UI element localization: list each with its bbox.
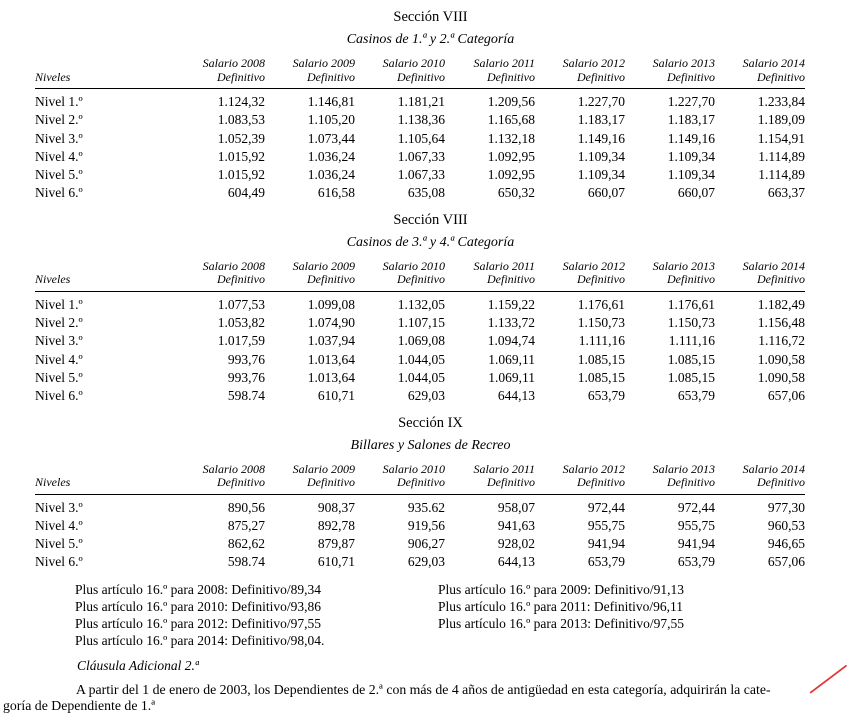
column-header-line1: Salario 2013 bbox=[652, 461, 715, 476]
column-header-line2: Definitivo bbox=[307, 272, 355, 287]
salary-cell: 941,63 bbox=[497, 517, 535, 533]
salary-table bbox=[35, 57, 805, 203]
salary-cell: 946,65 bbox=[767, 536, 805, 552]
salary-cell: 941,94 bbox=[587, 536, 625, 552]
salary-cell: 1.133,72 bbox=[487, 315, 535, 331]
salary-cell: 908,37 bbox=[317, 499, 355, 515]
salary-cell: 1.017,59 bbox=[217, 333, 265, 349]
column-header bbox=[355, 57, 445, 89]
column-header-line2: Definitivo bbox=[307, 69, 355, 84]
column-header-line1: Salario 2009 bbox=[292, 258, 355, 273]
salary-cell: 1.159,22 bbox=[487, 296, 535, 312]
salary-cell: 1.183,17 bbox=[577, 112, 625, 128]
row-label: Nivel 4.º bbox=[35, 517, 83, 533]
row-label: Nivel 4.º bbox=[35, 351, 83, 367]
salary-cell: 1.090,58 bbox=[757, 351, 805, 367]
column-header-line2: Definitivo bbox=[487, 69, 535, 84]
salary-cell: 1.037,94 bbox=[307, 333, 355, 349]
salary-section bbox=[0, 9, 861, 203]
salary-cell: 1.069,11 bbox=[488, 351, 535, 367]
column-header bbox=[265, 463, 355, 495]
plus-articulo-right-column bbox=[438, 581, 684, 650]
column-header bbox=[445, 260, 535, 292]
table-row bbox=[35, 184, 805, 202]
column-header-line1: Salario 2012 bbox=[562, 461, 625, 476]
salary-cell: 1.227,70 bbox=[667, 94, 715, 109]
header-row bbox=[35, 463, 805, 495]
column-header-line2: Definitivo bbox=[217, 272, 265, 287]
column-header-line2: Definitivo bbox=[757, 272, 805, 287]
salary-cell: 1.156,48 bbox=[757, 315, 805, 331]
salary-cell: 650,32 bbox=[497, 185, 535, 201]
column-header-line2: Definitivo bbox=[577, 272, 625, 287]
salary-cell: 644,13 bbox=[497, 388, 535, 404]
column-header-line1: Salario 2013 bbox=[652, 258, 715, 273]
column-header bbox=[355, 463, 445, 495]
salary-cell: 1.053,82 bbox=[217, 315, 265, 331]
salary-cell: 610,71 bbox=[317, 554, 355, 570]
clausula-paragraph bbox=[0, 682, 861, 715]
plus-articulo-line: Plus artículo 16.º para 2014: Definitivo/98,04. bbox=[75, 633, 325, 649]
salary-cell: 1.074,90 bbox=[307, 315, 355, 331]
column-header bbox=[175, 260, 265, 292]
column-header bbox=[535, 260, 625, 292]
column-header-line2: Definitivo bbox=[667, 69, 715, 84]
column-header-line2: Definitivo bbox=[667, 272, 715, 287]
salary-cell: 1.107,15 bbox=[397, 315, 445, 331]
column-header-line1: Salario 2009 bbox=[292, 461, 355, 476]
salary-cell: 1.165,68 bbox=[487, 112, 535, 128]
salary-cell: 1.149,16 bbox=[667, 130, 715, 146]
salary-cell: 1.013,64 bbox=[307, 369, 355, 385]
table-row bbox=[35, 291, 805, 314]
salary-cell: 1.176,61 bbox=[667, 296, 715, 312]
column-header-line1: Salario 2010 bbox=[382, 258, 445, 273]
salary-cell: 1.077,53 bbox=[217, 296, 265, 312]
column-header-line1: Salario 2011 bbox=[473, 56, 535, 70]
column-header-line1: Salario 2013 bbox=[652, 56, 715, 70]
salary-cell: 1.146,81 bbox=[307, 94, 355, 109]
column-header-line2: Definitivo bbox=[577, 69, 625, 84]
salary-cell: 1.109,34 bbox=[667, 167, 715, 183]
salary-cell: 660,07 bbox=[587, 185, 625, 201]
salary-cell: 610,71 bbox=[317, 388, 355, 404]
salary-cell: 1.044,05 bbox=[397, 351, 445, 367]
section-title: Sección IX bbox=[398, 414, 463, 431]
salary-cell: 890,56 bbox=[227, 499, 265, 515]
plus-articulo-block bbox=[75, 581, 861, 650]
row-label: Nivel 5.º bbox=[35, 536, 83, 552]
salary-cell: 1.085,15 bbox=[667, 369, 715, 385]
row-label: Nivel 1.º bbox=[35, 94, 83, 109]
plus-articulo-line: Plus artículo 16.º para 2008: Definitivo/89,34 bbox=[75, 581, 322, 597]
salary-cell: 1.109,34 bbox=[577, 148, 625, 164]
column-header-line2: Definitivo bbox=[397, 475, 445, 490]
plus-articulo-line: Plus artículo 16.º para 2012: Definitivo/97,55 bbox=[75, 616, 322, 632]
row-label: Nivel 2.º bbox=[35, 315, 83, 331]
salary-cell: 1.116,72 bbox=[758, 333, 805, 349]
salary-cell: 653,79 bbox=[587, 554, 625, 570]
table-row bbox=[35, 494, 805, 517]
salary-cell: 1.092,95 bbox=[487, 167, 535, 183]
row-label: Nivel 3.º bbox=[35, 499, 83, 515]
table-row bbox=[35, 130, 805, 148]
column-header-line2: Definitivo bbox=[217, 475, 265, 490]
salary-cell: 1.154,91 bbox=[757, 130, 805, 146]
column-header-line2: Definitivo bbox=[487, 272, 535, 287]
salary-cell: 862,62 bbox=[227, 536, 265, 552]
clausula-adicional-title: Cláusula Adicional 2.ª bbox=[77, 657, 199, 673]
column-header bbox=[715, 260, 805, 292]
salary-cell: 657,06 bbox=[767, 388, 805, 404]
column-header-line2: Definitivo bbox=[667, 475, 715, 490]
column-header bbox=[445, 463, 535, 495]
salary-cell: 1.132,05 bbox=[397, 296, 445, 312]
salary-cell: 972,44 bbox=[587, 499, 625, 515]
salary-cell: 663,37 bbox=[767, 185, 805, 201]
salary-cell: 1.233,84 bbox=[757, 94, 805, 109]
column-header bbox=[355, 260, 445, 292]
salary-sections bbox=[0, 9, 861, 572]
table-row bbox=[35, 89, 805, 112]
table-row bbox=[35, 332, 805, 350]
column-header-line2: Definitivo bbox=[217, 69, 265, 84]
row-label: Nivel 6.º bbox=[35, 554, 83, 570]
column-header-line1: Salario 2012 bbox=[562, 258, 625, 273]
column-header bbox=[445, 57, 535, 89]
row-label: Nivel 4.º bbox=[35, 148, 83, 164]
column-header-line1: Salario 2012 bbox=[562, 56, 625, 70]
row-label: Nivel 3.º bbox=[35, 130, 83, 146]
salary-cell: 875,27 bbox=[227, 517, 265, 533]
column-header-line1: Salario 2011 bbox=[473, 258, 535, 273]
salary-cell: 879,87 bbox=[317, 536, 355, 552]
column-header bbox=[265, 260, 355, 292]
salary-section bbox=[0, 212, 861, 406]
section-subtitle: Casinos de 1.ª y 2.ª Categoría bbox=[346, 32, 515, 47]
salary-cell: 1.099,08 bbox=[307, 296, 355, 312]
salary-cell: 1.036,24 bbox=[307, 167, 355, 183]
salary-cell: 644,13 bbox=[497, 554, 535, 570]
column-header-line1: Salario 2014 bbox=[742, 258, 805, 273]
header-row bbox=[35, 57, 805, 89]
salary-cell: 935.62 bbox=[407, 499, 445, 515]
salary-cell: 1.105,64 bbox=[397, 130, 445, 146]
section-subtitle: Casinos de 3.ª y 4.ª Categoría bbox=[346, 234, 515, 250]
column-header bbox=[175, 57, 265, 89]
salary-cell: 1.138,36 bbox=[397, 112, 445, 128]
column-header-line2: Definitivo bbox=[757, 69, 805, 84]
salary-cell: 1.181,21 bbox=[397, 94, 445, 109]
table-row bbox=[35, 314, 805, 332]
salary-cell: 1.209,56 bbox=[487, 94, 535, 109]
document-page bbox=[0, 9, 861, 714]
column-header-line1: Salario 2010 bbox=[382, 56, 445, 70]
column-header bbox=[535, 463, 625, 495]
salary-cell: 1.069,11 bbox=[488, 369, 535, 385]
table-row bbox=[35, 148, 805, 166]
salary-cell: 1.044,05 bbox=[397, 369, 445, 385]
table-row bbox=[35, 111, 805, 129]
salary-cell: 1.109,34 bbox=[577, 167, 625, 183]
salary-section bbox=[0, 415, 861, 572]
salary-cell: 958,07 bbox=[497, 499, 535, 515]
section-title: Sección VIII bbox=[393, 9, 468, 25]
salary-cell: 1.036,24 bbox=[307, 148, 355, 164]
table-row bbox=[35, 351, 805, 369]
column-header bbox=[175, 463, 265, 495]
salary-cell: 1.111,16 bbox=[578, 333, 625, 349]
salary-cell: 1.015,92 bbox=[217, 167, 265, 183]
salary-cell: 1.092,95 bbox=[487, 148, 535, 164]
section-title: Sección VIII bbox=[393, 211, 468, 228]
column-header-line2: Definitivo bbox=[397, 272, 445, 287]
column-header-line1: Salario 2014 bbox=[742, 56, 805, 70]
row-label: Nivel 1.º bbox=[35, 296, 83, 312]
column-header-niveles: Niveles bbox=[35, 57, 175, 89]
salary-cell: 1.069,08 bbox=[397, 333, 445, 349]
column-header-line1: Salario 2014 bbox=[742, 461, 805, 476]
paragraph-line-2: goría de Dependiente de 1.ª bbox=[3, 698, 156, 714]
column-header-line2: Definitivo bbox=[397, 69, 445, 84]
column-header-line1: Salario 2008 bbox=[202, 56, 265, 70]
section-subtitle: Billares y Salones de Recreo bbox=[350, 437, 511, 453]
salary-cell: 1.085,15 bbox=[577, 369, 625, 385]
salary-cell: 1.085,15 bbox=[577, 351, 625, 367]
salary-cell: 919,56 bbox=[407, 517, 445, 533]
salary-cell: 1.109,34 bbox=[667, 148, 715, 164]
salary-cell: 660,07 bbox=[677, 185, 715, 201]
salary-cell: 1.132,18 bbox=[487, 130, 535, 146]
column-header-line1: Salario 2010 bbox=[382, 461, 445, 476]
salary-cell: 1.052,39 bbox=[217, 130, 265, 146]
column-header-niveles: Niveles bbox=[35, 260, 175, 292]
column-header-line2: Definitivo bbox=[307, 475, 355, 490]
salary-cell: 1.124,32 bbox=[217, 94, 265, 109]
row-label: Nivel 6.º bbox=[35, 185, 83, 201]
salary-cell: 892,78 bbox=[317, 517, 355, 533]
salary-cell: 1.114,89 bbox=[758, 167, 805, 183]
salary-cell: 1.013,64 bbox=[307, 351, 355, 367]
column-header-line1: Salario 2008 bbox=[202, 461, 265, 476]
salary-cell: 1.182,49 bbox=[757, 296, 805, 312]
plus-articulo-left-column bbox=[75, 581, 438, 650]
salary-cell: 1.094,74 bbox=[487, 333, 535, 349]
salary-cell: 977,30 bbox=[767, 499, 805, 515]
column-header bbox=[265, 57, 355, 89]
table-row bbox=[35, 166, 805, 184]
plus-articulo-line: Plus artículo 16.º para 2009: Definitivo/91,13 bbox=[438, 581, 685, 597]
salary-cell: 598.74 bbox=[227, 388, 265, 404]
salary-cell: 1.083,53 bbox=[217, 112, 265, 128]
salary-table bbox=[35, 463, 805, 572]
column-header-line2: Definitivo bbox=[487, 475, 535, 490]
column-header bbox=[715, 57, 805, 89]
salary-cell: 629,03 bbox=[407, 388, 445, 404]
column-header-line1: Salario 2008 bbox=[202, 258, 265, 273]
table-row bbox=[35, 387, 805, 405]
salary-cell: 1.149,16 bbox=[577, 130, 625, 146]
paragraph-line-1: A partir del 1 de enero de 2003, los Dependientes de 2.ª con más de 4 años de antigüedad en esta categoría, adquirirán la cate- bbox=[76, 681, 771, 697]
column-header-niveles: Niveles bbox=[35, 463, 175, 495]
salary-table bbox=[35, 260, 805, 406]
salary-cell: 653,79 bbox=[677, 388, 715, 404]
salary-cell: 1.105,20 bbox=[307, 112, 355, 128]
row-label: Nivel 5.º bbox=[35, 167, 83, 183]
row-label: Nivel 5.º bbox=[35, 369, 83, 385]
salary-cell: 653,79 bbox=[587, 388, 625, 404]
table-row bbox=[35, 517, 805, 535]
header-row bbox=[35, 260, 805, 292]
salary-cell: 1.189,09 bbox=[757, 112, 805, 128]
salary-cell: 1.150,73 bbox=[577, 315, 625, 331]
salary-cell: 629,03 bbox=[407, 554, 445, 570]
salary-cell: 1.114,89 bbox=[758, 148, 805, 164]
salary-cell: 941,94 bbox=[677, 536, 715, 552]
salary-cell: 960,53 bbox=[767, 517, 805, 533]
salary-cell: 635,08 bbox=[407, 185, 445, 201]
plus-articulo-line: Plus artículo 16.º para 2011: Definitivo/96,11 bbox=[438, 598, 684, 614]
column-header-line2: Definitivo bbox=[757, 475, 805, 490]
salary-cell: 653,79 bbox=[677, 554, 715, 570]
row-label: Nivel 6.º bbox=[35, 388, 83, 404]
plus-articulo-line: Plus artículo 16.º para 2013: Definitivo/97,55 bbox=[438, 616, 685, 632]
column-header bbox=[625, 463, 715, 495]
column-header-line2: Definitivo bbox=[577, 475, 625, 490]
salary-cell: 604,49 bbox=[227, 185, 265, 201]
salary-cell: 906,27 bbox=[407, 536, 445, 552]
column-header bbox=[535, 57, 625, 89]
column-header bbox=[625, 260, 715, 292]
salary-cell: 616,58 bbox=[317, 185, 355, 201]
column-header bbox=[625, 57, 715, 89]
salary-cell: 993,76 bbox=[227, 369, 265, 385]
salary-cell: 955,75 bbox=[587, 517, 625, 533]
salary-cell: 1.176,61 bbox=[577, 296, 625, 312]
table-row bbox=[35, 535, 805, 553]
salary-cell: 657,06 bbox=[767, 554, 805, 570]
row-label: Nivel 2.º bbox=[35, 112, 83, 128]
salary-cell: 993,76 bbox=[227, 351, 265, 367]
salary-cell: 1.067,33 bbox=[397, 148, 445, 164]
salary-cell: 1.085,15 bbox=[667, 351, 715, 367]
salary-cell: 1.111,16 bbox=[668, 333, 715, 349]
column-header-line1: Salario 2011 bbox=[473, 461, 535, 476]
table-row bbox=[35, 369, 805, 387]
salary-cell: 1.150,73 bbox=[667, 315, 715, 331]
salary-cell: 928,02 bbox=[497, 536, 535, 552]
row-label: Nivel 3.º bbox=[35, 333, 83, 349]
salary-cell: 1.183,17 bbox=[667, 112, 715, 128]
salary-cell: 598.74 bbox=[227, 554, 265, 570]
column-header bbox=[715, 463, 805, 495]
salary-cell: 1.067,33 bbox=[397, 167, 445, 183]
salary-cell: 1.090,58 bbox=[757, 369, 805, 385]
salary-cell: 955,75 bbox=[677, 517, 715, 533]
table-row bbox=[35, 553, 805, 571]
salary-cell: 1.227,70 bbox=[577, 94, 625, 109]
salary-cell: 1.015,92 bbox=[217, 148, 265, 164]
salary-cell: 972,44 bbox=[677, 499, 715, 515]
column-header-line1: Salario 2009 bbox=[292, 56, 355, 70]
salary-cell: 1.073,44 bbox=[307, 130, 355, 146]
plus-articulo-line: Plus artículo 16.º para 2010: Definitivo/93,86 bbox=[75, 598, 322, 614]
